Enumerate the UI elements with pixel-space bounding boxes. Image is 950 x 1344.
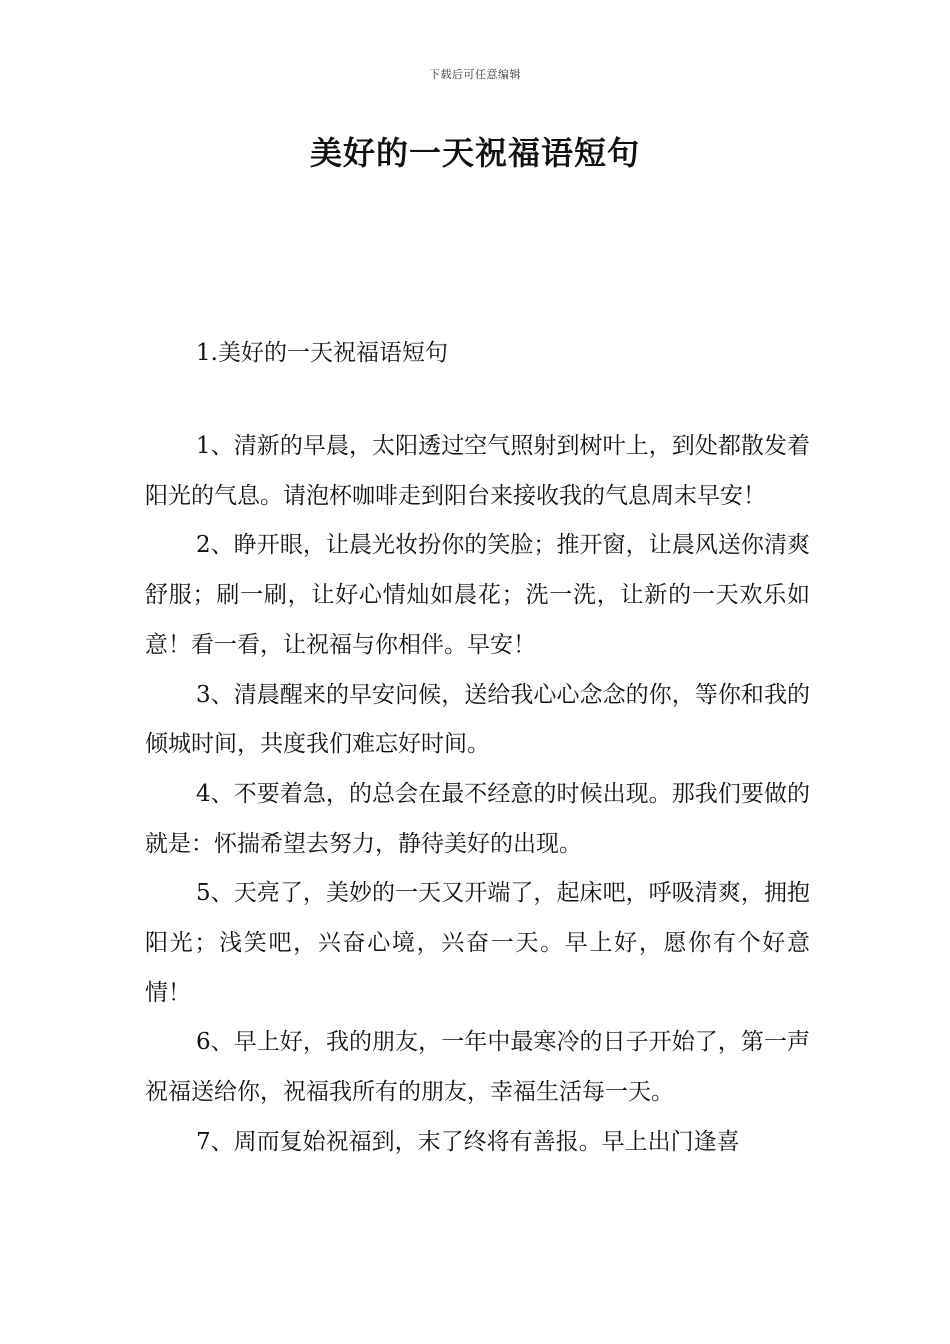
paragraph-2: 2、睁开眼，让晨光妆扮你的笑脸；推开窗，让晨风送你清爽舒服；刷一刷，让好心情灿如晨花；洗一洗，让新的一天欢乐如意！看一看，让祝福与你相伴。早安！ xyxy=(145,532,810,658)
paragraph-3: 3、清晨醒来的早安问候，送给我心心念念的你，等你和我的倾城时间，共度我们难忘好时间。 xyxy=(145,681,810,758)
paragraph-7: 7、周而复始祝福到，末了终将有善报。早上出门逢喜 xyxy=(196,1128,740,1155)
header-note: 下载后可任意编辑 xyxy=(429,68,521,81)
paragraph-5: 5、天亮了，美妙的一天又开端了，起床吧，呼吸清爽，拥抱阳光；浅笑吧，兴奋心境，兴奋一天。早上好，愿你有个好意情！ xyxy=(145,880,810,1006)
document-body xyxy=(145,422,810,1168)
paragraph-4: 4、不要着急，的总会在最不经意的时候出现。那我们要做的就是：怀揣希望去努力，静待美好的出现。 xyxy=(145,780,810,857)
document-title: 美好的一天祝福语短句 xyxy=(309,134,640,172)
paragraph-1: 1、清新的早晨，太阳透过空气照射到树叶上，到处都散发着阳光的气息。请泡杯咖啡走到阳台来接收我的气息周末早安！ xyxy=(145,433,810,509)
section-heading: 1.美好的一天祝福语短句 xyxy=(196,340,448,366)
paragraph-6: 6、早上好，我的朋友，一年中最寒冷的日子开始了，第一声祝福送给你，祝福我所有的朋友，幸福生活每一天。 xyxy=(145,1029,810,1106)
